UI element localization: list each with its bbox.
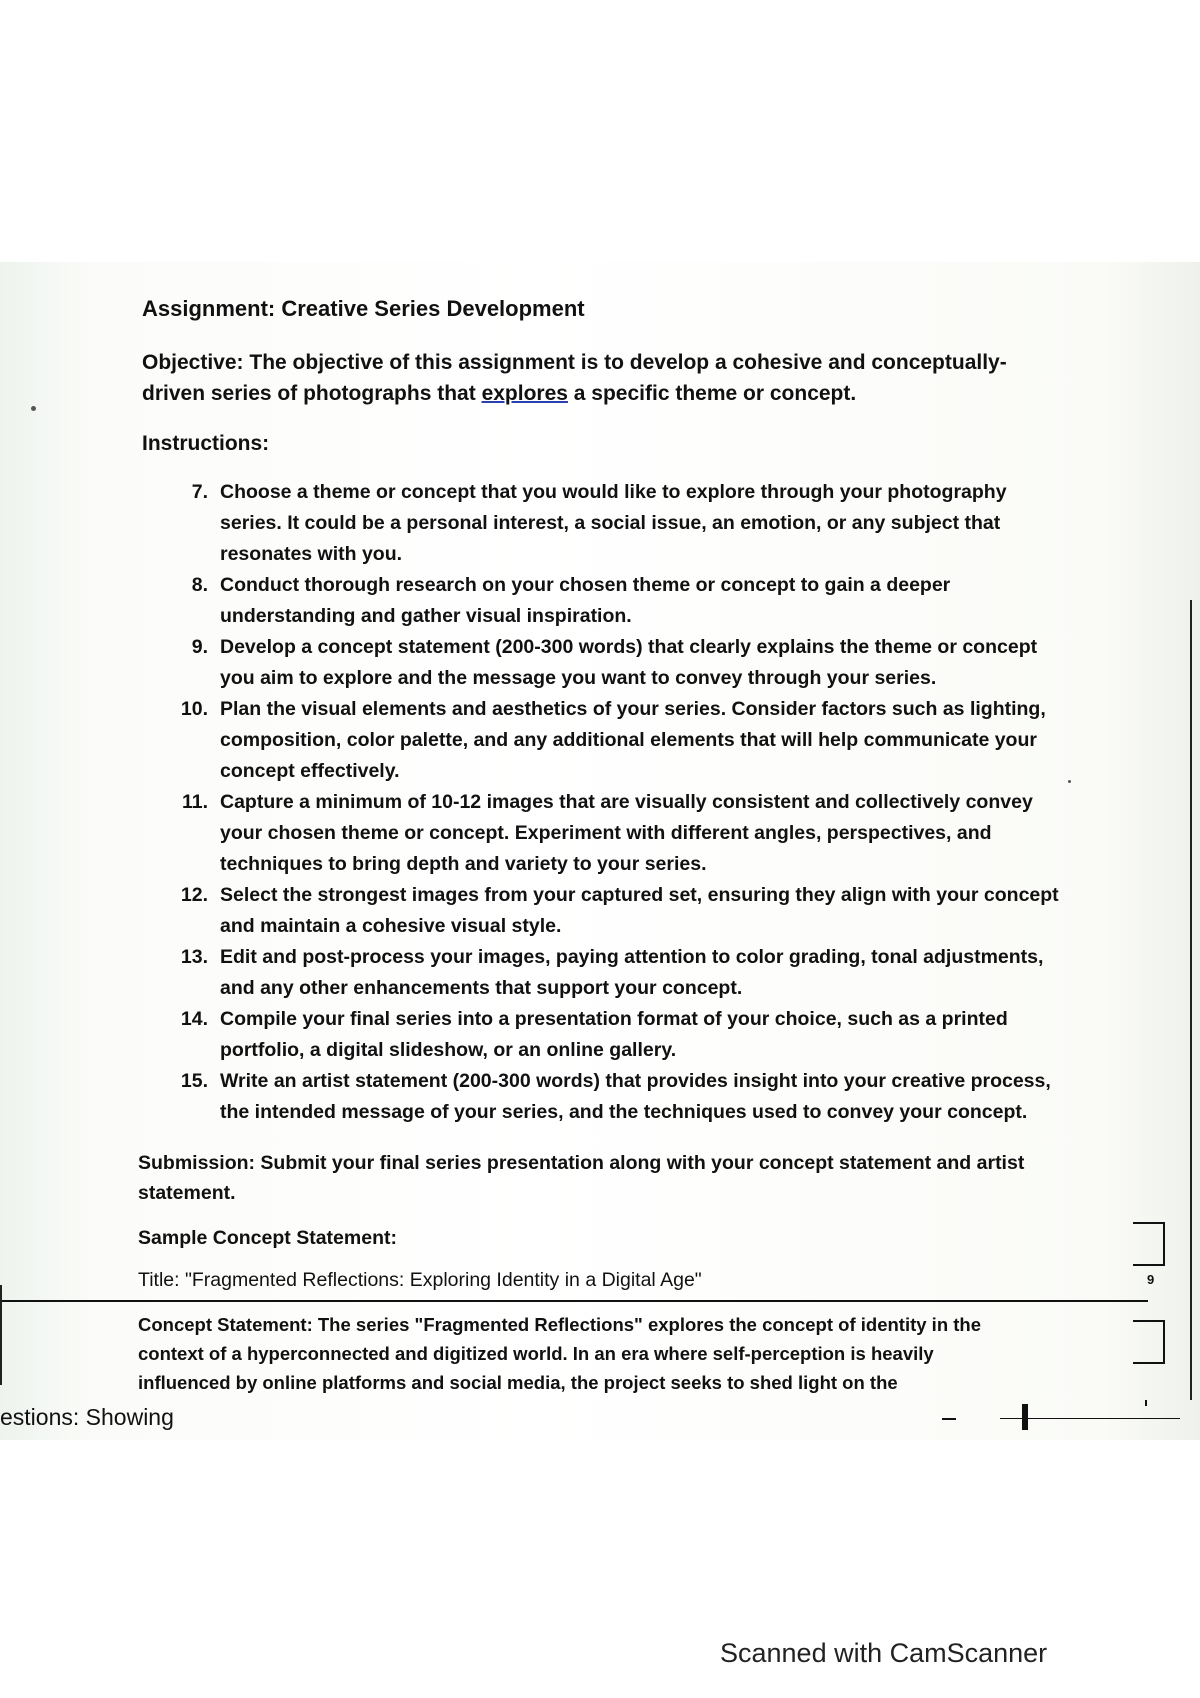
suggestions-status: estions: Showing	[0, 1404, 174, 1430]
divider-line	[0, 1300, 1148, 1302]
left-edge-line	[0, 1285, 2, 1385]
concept-statement: Concept Statement: The series "Fragmented Reflections" explores the concept of identity in the context of a hyperconnected and digitized world. In an era where self-perception is heavily influenced by online platforms and social media, the project seeks to shed light on the	[138, 1314, 982, 1393]
instruction-item: 11. Capture a minimum of 10-12 images that are visually consistent and collectively convey your chosen theme or concept. Experiment with different angles, perspectives, and techniques to bring depth and variety to your series.	[181, 791, 1033, 875]
instruction-item: 14. Compile your final series into a presentation format of your choice, such as a printed portfolio, a digital slideshow, or an online gallery.	[180, 1008, 1008, 1061]
speck	[31, 406, 36, 411]
camscanner-watermark: Scanned with CamScanner	[720, 1638, 1048, 1668]
submission-paragraph: Submission: Submit your final series presentation along with your concept statement and artist statement.	[138, 1152, 1025, 1204]
assignment-title: Assignment: Creative Series Development	[142, 296, 585, 321]
instruction-item: 9. Develop a concept statement (200-300 words) that clearly explains the theme or concept you aim to explore and the message you want to convey through your series.	[191, 636, 1038, 689]
sample-heading: Sample Concept Statement:	[138, 1227, 397, 1249]
objective-text-start: Objective: The objective of this assignment is to develop a cohesive and conceptually-driven series of photographs that	[142, 351, 1007, 405]
sample-title: Title: "Fragmented Reflections: Exploring Identity in a Digital Age"	[138, 1269, 702, 1291]
instruction-item: 12. Select the strongest images from your captured set, ensuring they align with your concept and maintain a cohesive visual style.	[180, 884, 1059, 937]
zoom-minus-icon[interactable]	[942, 1418, 956, 1420]
instruction-item: 10. Plan the visual elements and aesthetics of your series. Consider factors such as lighting, composition, color palette, and any additional elements that will help communicate your concept effectively.	[180, 698, 1046, 782]
objective-paragraph	[142, 347, 1062, 409]
margin-bracket-bottom	[1133, 1320, 1165, 1364]
objective-text-end: a specific theme or concept.	[567, 382, 857, 405]
instructions-label: Instructions:	[142, 432, 270, 455]
margin-tick	[1145, 1400, 1147, 1406]
instruction-item: 13. Edit and post-process your images, paying attention to color grading, tonal adjustments, and any other enhancements that support your concept.	[180, 946, 1044, 999]
speck	[1068, 780, 1071, 783]
zoom-slider-thumb[interactable]	[1022, 1404, 1028, 1430]
instructions-list	[170, 477, 1070, 1128]
margin-bracket-top	[1133, 1222, 1165, 1266]
right-edge-line	[1190, 600, 1192, 1400]
instruction-item: 8. Conduct thorough research on your chosen theme or concept to gain a deeper understanding and gather visual inspiration.	[191, 574, 951, 627]
instruction-item: 15. Write an artist statement (200-300 words) that provides insight into your creative process, the intended message of your series, and the techniques used to convey your concept.	[180, 1070, 1051, 1123]
instruction-item: 7. Choose a theme or concept that you would like to explore through your photography series. It could be a personal interest, a social issue, an emotion, or any subject that resonates with you.	[191, 481, 1007, 565]
page-number: 9	[1147, 1272, 1155, 1287]
objective-underlined-word: explores	[481, 382, 568, 405]
